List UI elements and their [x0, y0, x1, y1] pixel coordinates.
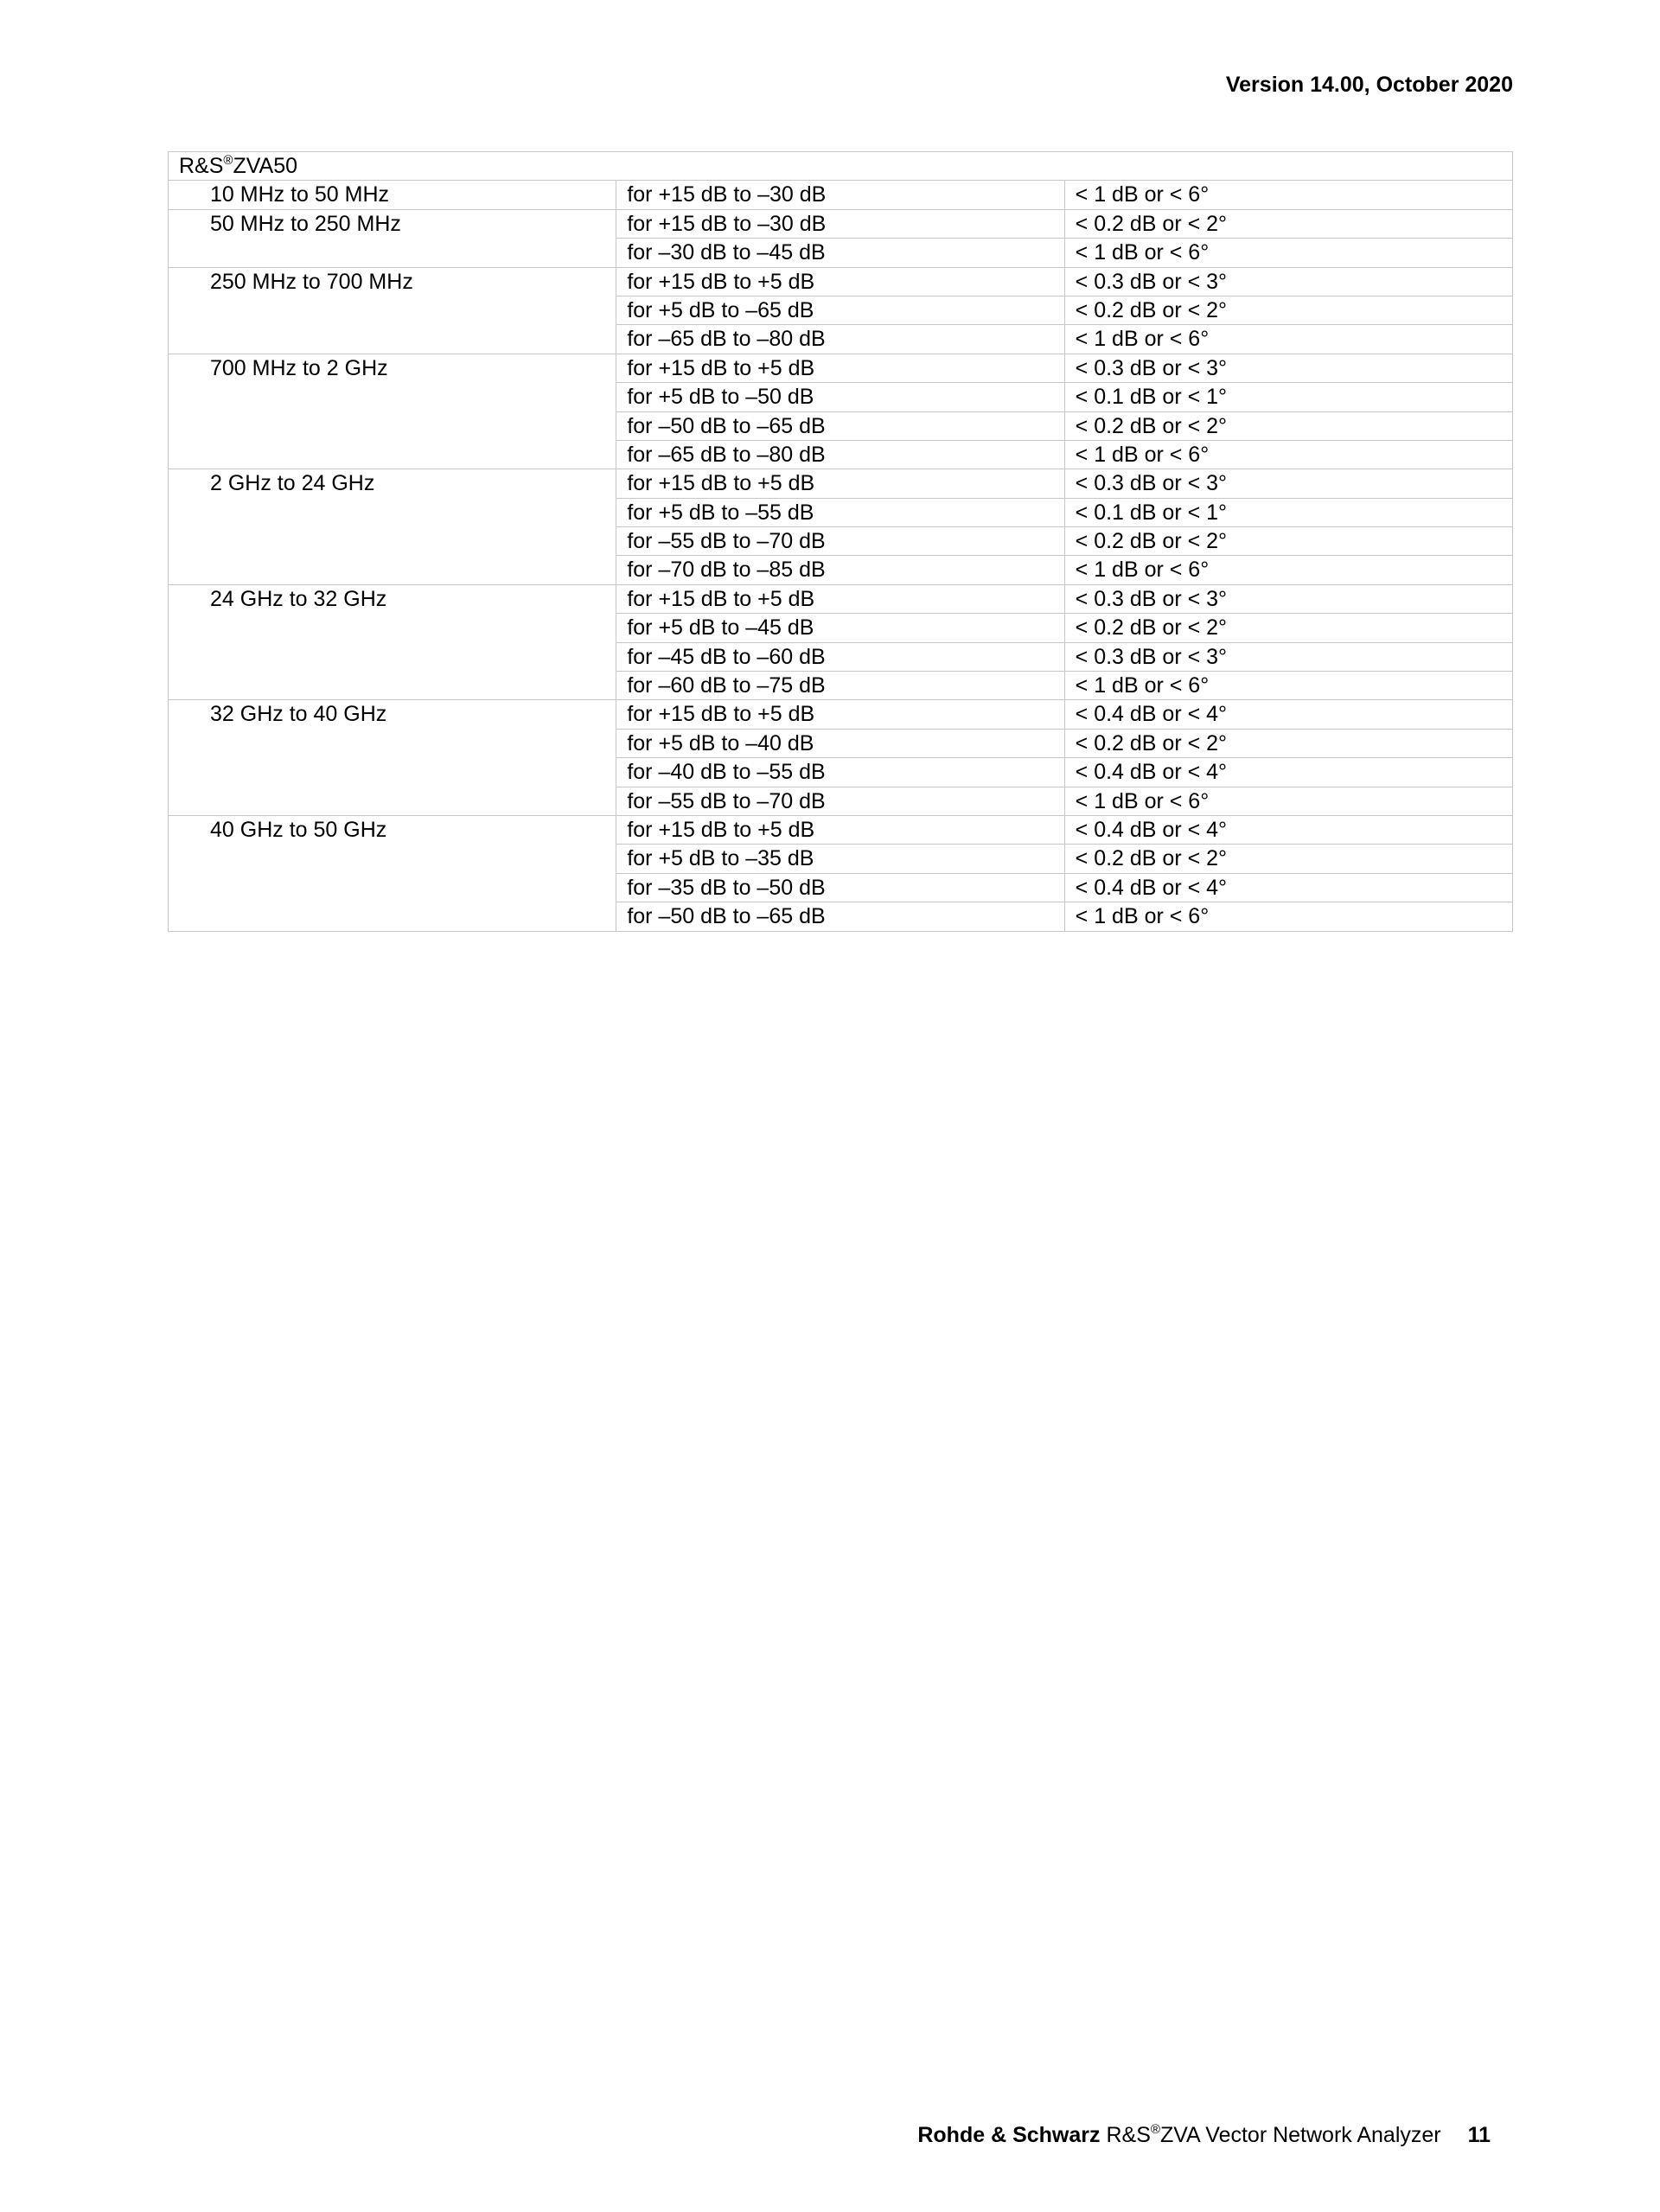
version-header: Version 14.00, October 2020: [1225, 73, 1513, 97]
level-range-cell: for –60 dB to –75 dB: [616, 672, 1064, 700]
level-range-cell: for +5 dB to –65 dB: [616, 296, 1064, 324]
table-title-row: [169, 152, 1513, 181]
table-row: [169, 411, 1513, 440]
level-range-cell: for +15 dB to –30 dB: [616, 181, 1064, 209]
table-row: [169, 729, 1513, 757]
level-range-cell: for +5 dB to –45 dB: [616, 614, 1064, 642]
table-row: [169, 527, 1513, 556]
frequency-range-empty-cell: [169, 296, 616, 324]
footer-company: Rohde & Schwarz: [917, 2123, 1101, 2147]
frequency-range-cell: 250 MHz to 700 MHz: [169, 267, 616, 296]
uncertainty-cell: < 1 dB or < 6°: [1064, 556, 1512, 584]
level-range-cell: for +15 dB to +5 dB: [616, 700, 1064, 729]
level-range-cell: for –40 dB to –55 dB: [616, 758, 1064, 787]
frequency-range-cell: 2 GHz to 24 GHz: [169, 469, 616, 498]
table-row: [169, 873, 1513, 902]
uncertainty-cell: < 1 dB or < 6°: [1064, 672, 1512, 700]
frequency-range-empty-cell: [169, 902, 616, 931]
frequency-range-cell: 700 MHz to 2 GHz: [169, 354, 616, 382]
uncertainty-cell: < 0.2 dB or < 2°: [1064, 729, 1512, 757]
table-row: [169, 325, 1513, 354]
uncertainty-cell: < 0.4 dB or < 4°: [1064, 758, 1512, 787]
table-row: [169, 787, 1513, 815]
table-row: [169, 383, 1513, 411]
spec-table: [168, 151, 1513, 932]
frequency-range-empty-cell: [169, 845, 616, 873]
uncertainty-cell: < 0.2 dB or < 2°: [1064, 411, 1512, 440]
frequency-range-empty-cell: [169, 873, 616, 902]
level-range-cell: for +15 dB to +5 dB: [616, 815, 1064, 844]
uncertainty-cell: < 0.4 dB or < 4°: [1064, 700, 1512, 729]
uncertainty-cell: < 1 dB or < 6°: [1064, 787, 1512, 815]
uncertainty-cell: < 0.2 dB or < 2°: [1064, 527, 1512, 556]
table-row: [169, 815, 1513, 844]
uncertainty-cell: < 0.2 dB or < 2°: [1064, 845, 1512, 873]
table-row: [169, 239, 1513, 267]
level-range-cell: for +5 dB to –40 dB: [616, 729, 1064, 757]
level-range-cell: for +5 dB to –55 dB: [616, 498, 1064, 526]
model-name-cell: [169, 152, 1513, 181]
level-range-cell: for +15 dB to +5 dB: [616, 267, 1064, 296]
uncertainty-cell: < 0.3 dB or < 3°: [1064, 642, 1512, 671]
table-row: [169, 296, 1513, 324]
frequency-range-empty-cell: [169, 758, 616, 787]
level-range-cell: for +15 dB to +5 dB: [616, 584, 1064, 613]
footer-product-name: ZVA Vector Network Analyzer: [1159, 2123, 1441, 2147]
level-range-cell: for +5 dB to –50 dB: [616, 383, 1064, 411]
frequency-range-cell: 32 GHz to 40 GHz: [169, 700, 616, 729]
frequency-range-empty-cell: [169, 614, 616, 642]
table-row: [169, 354, 1513, 382]
frequency-range-cell: 24 GHz to 32 GHz: [169, 584, 616, 613]
table-row: [169, 440, 1513, 469]
level-range-cell: for –30 dB to –45 dB: [616, 239, 1064, 267]
level-range-cell: for +15 dB to +5 dB: [616, 469, 1064, 498]
frequency-range-empty-cell: [169, 787, 616, 815]
table-row: [169, 498, 1513, 526]
uncertainty-cell: < 0.1 dB or < 1°: [1064, 383, 1512, 411]
frequency-range-empty-cell: [169, 440, 616, 469]
table-row: [169, 181, 1513, 209]
level-range-cell: for –55 dB to –70 dB: [616, 787, 1064, 815]
table-row: [169, 902, 1513, 931]
frequency-range-empty-cell: [169, 239, 616, 267]
model-name: ZVA50: [233, 154, 298, 178]
uncertainty-cell: < 0.4 dB or < 4°: [1064, 873, 1512, 902]
frequency-range-cell: 10 MHz to 50 MHz: [169, 181, 616, 209]
page-footer: [917, 2123, 1491, 2148]
level-range-cell: for –70 dB to –85 dB: [616, 556, 1064, 584]
table-row: [169, 469, 1513, 498]
uncertainty-cell: < 1 dB or < 6°: [1064, 440, 1512, 469]
frequency-range-empty-cell: [169, 383, 616, 411]
uncertainty-cell: < 0.3 dB or < 3°: [1064, 267, 1512, 296]
table-row: [169, 758, 1513, 787]
uncertainty-cell: < 1 dB or < 6°: [1064, 181, 1512, 209]
table-row: [169, 614, 1513, 642]
uncertainty-cell: < 1 dB or < 6°: [1064, 902, 1512, 931]
uncertainty-cell: < 1 dB or < 6°: [1064, 239, 1512, 267]
level-range-cell: for –65 dB to –80 dB: [616, 325, 1064, 354]
uncertainty-cell: < 0.3 dB or < 3°: [1064, 584, 1512, 613]
frequency-range-cell: 40 GHz to 50 GHz: [169, 815, 616, 844]
level-range-cell: for –65 dB to –80 dB: [616, 440, 1064, 469]
table-row: [169, 209, 1513, 238]
level-range-cell: for +15 dB to +5 dB: [616, 354, 1064, 382]
model-prefix: R&S: [179, 154, 224, 178]
frequency-range-empty-cell: [169, 498, 616, 526]
page-number: 11: [1467, 2123, 1491, 2147]
uncertainty-cell: < 1 dB or < 6°: [1064, 325, 1512, 354]
frequency-range-empty-cell: [169, 642, 616, 671]
uncertainty-cell: < 0.3 dB or < 3°: [1064, 469, 1512, 498]
registered-mark: ®: [223, 153, 233, 168]
level-range-cell: for –55 dB to –70 dB: [616, 527, 1064, 556]
frequency-range-empty-cell: [169, 729, 616, 757]
level-range-cell: for +15 dB to –30 dB: [616, 209, 1064, 238]
level-range-cell: for –50 dB to –65 dB: [616, 902, 1064, 931]
table-row: [169, 584, 1513, 613]
table-row: [169, 672, 1513, 700]
footer-product-prefix: R&S: [1106, 2123, 1151, 2147]
table-row: [169, 267, 1513, 296]
uncertainty-cell: < 0.2 dB or < 2°: [1064, 296, 1512, 324]
level-range-cell: for –45 dB to –60 dB: [616, 642, 1064, 671]
level-range-cell: for –35 dB to –50 dB: [616, 873, 1064, 902]
uncertainty-cell: < 0.4 dB or < 4°: [1064, 815, 1512, 844]
table-row: [169, 556, 1513, 584]
frequency-range-empty-cell: [169, 672, 616, 700]
level-range-cell: for –50 dB to –65 dB: [616, 411, 1064, 440]
table-row: [169, 845, 1513, 873]
footer-registered-mark: ®: [1150, 2122, 1160, 2137]
frequency-range-empty-cell: [169, 325, 616, 354]
uncertainty-cell: < 0.2 dB or < 2°: [1064, 614, 1512, 642]
uncertainty-cell: < 0.2 dB or < 2°: [1064, 209, 1512, 238]
frequency-range-empty-cell: [169, 556, 616, 584]
level-range-cell: for +5 dB to –35 dB: [616, 845, 1064, 873]
table-row: [169, 700, 1513, 729]
frequency-range-empty-cell: [169, 527, 616, 556]
frequency-range-cell: 50 MHz to 250 MHz: [169, 209, 616, 238]
uncertainty-cell: < 0.3 dB or < 3°: [1064, 354, 1512, 382]
table-row: [169, 642, 1513, 671]
uncertainty-cell: < 0.1 dB or < 1°: [1064, 498, 1512, 526]
frequency-range-empty-cell: [169, 411, 616, 440]
